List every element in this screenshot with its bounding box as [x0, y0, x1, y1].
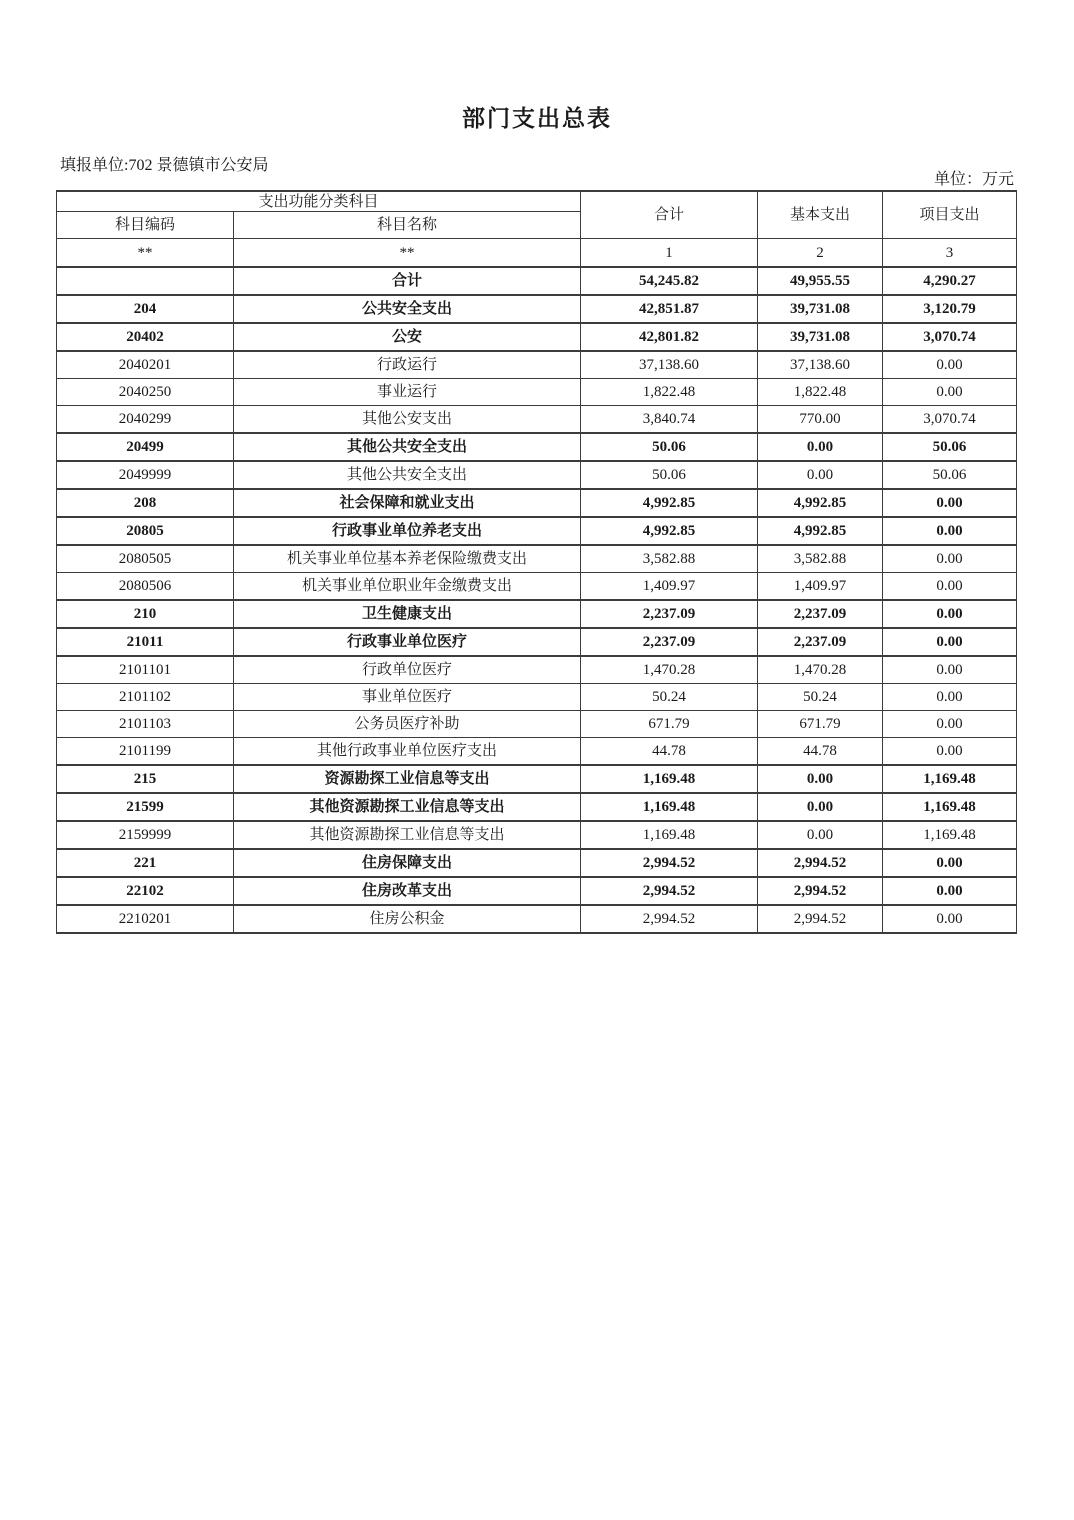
table-body [57, 191, 1017, 933]
cell-code: 22102 [57, 877, 234, 905]
cell-name: 其他公安支出 [234, 406, 581, 434]
cell-basic: 37,138.60 [758, 351, 883, 379]
cell-basic: 2,994.52 [758, 849, 883, 877]
cell-name: 合计 [234, 267, 581, 295]
cell-total: 1,169.48 [581, 821, 758, 849]
cell-basic: 2,237.09 [758, 600, 883, 628]
cell-name: 公共安全支出 [234, 295, 581, 323]
cell-code: 20805 [57, 517, 234, 545]
cell-code: 2049999 [57, 461, 234, 489]
cell-basic: 39,731.08 [758, 323, 883, 351]
cell-name: 其他资源勘探工业信息等支出 [234, 793, 581, 821]
table-row [57, 849, 1017, 877]
cell-project: 0.00 [883, 684, 1017, 711]
cell-name: 住房保障支出 [234, 849, 581, 877]
cell-project: 3,070.74 [883, 406, 1017, 434]
cell-basic: 0.00 [758, 433, 883, 461]
cell-basic: 49,955.55 [758, 267, 883, 295]
cell-code: 2040299 [57, 406, 234, 434]
expenditure-table [56, 190, 1017, 934]
cell-code: 2101101 [57, 656, 234, 684]
cell-name: 住房公积金 [234, 905, 581, 933]
cell-total: 50.06 [581, 461, 758, 489]
table-row [57, 573, 1017, 601]
table-row [57, 489, 1017, 517]
cell-total: 42,801.82 [581, 323, 758, 351]
cell-code: 20402 [57, 323, 234, 351]
table-row [57, 793, 1017, 821]
cell-project: 1,169.48 [883, 793, 1017, 821]
table-row [57, 323, 1017, 351]
cell-code: 2040250 [57, 379, 234, 406]
table-row [57, 765, 1017, 793]
cell-code: 21011 [57, 628, 234, 656]
cell-basic: 0.00 [758, 461, 883, 489]
cell-basic: 0.00 [758, 765, 883, 793]
cell-project: 0.00 [883, 711, 1017, 738]
cell-basic: 39,731.08 [758, 295, 883, 323]
cell-total: 4,992.85 [581, 489, 758, 517]
cell-code: 204 [57, 295, 234, 323]
cell-basic: 2,994.52 [758, 905, 883, 933]
index-cell-2: 2 [758, 239, 883, 268]
cell-name: 住房改革支出 [234, 877, 581, 905]
cell-basic: 1,470.28 [758, 656, 883, 684]
cell-code: 2040201 [57, 351, 234, 379]
cell-project: 0.00 [883, 628, 1017, 656]
cell-basic: 4,992.85 [758, 489, 883, 517]
cell-total: 2,994.52 [581, 877, 758, 905]
table-row [57, 545, 1017, 573]
cell-code: 208 [57, 489, 234, 517]
cell-project: 50.06 [883, 433, 1017, 461]
cell-name: 其他公共安全支出 [234, 461, 581, 489]
cell-name: 其他资源勘探工业信息等支出 [234, 821, 581, 849]
table-row [57, 684, 1017, 711]
cell-total: 1,169.48 [581, 765, 758, 793]
cell-basic: 1,409.97 [758, 573, 883, 601]
table-row [57, 905, 1017, 933]
cell-total: 2,237.09 [581, 600, 758, 628]
index-cell-3: 3 [883, 239, 1017, 268]
cell-total: 1,169.48 [581, 793, 758, 821]
page-title: 部门支出总表 [462, 106, 612, 131]
unit-label: 单位：万元 [933, 171, 1014, 188]
cell-basic: 1,822.48 [758, 379, 883, 406]
cell-project: 0.00 [883, 849, 1017, 877]
cell-name: 公安 [234, 323, 581, 351]
cell-total: 50.06 [581, 433, 758, 461]
cell-project: 0.00 [883, 351, 1017, 379]
cell-project: 0.00 [883, 656, 1017, 684]
index-cell-code: ** [57, 239, 234, 268]
cell-name: 机关事业单位基本养老保险缴费支出 [234, 545, 581, 573]
cell-project: 0.00 [883, 573, 1017, 601]
table-row [57, 379, 1017, 406]
cell-total: 42,851.87 [581, 295, 758, 323]
cell-project: 0.00 [883, 517, 1017, 545]
cell-basic: 50.24 [758, 684, 883, 711]
cell-project: 3,120.79 [883, 295, 1017, 323]
cell-project: 0.00 [883, 545, 1017, 573]
cell-code: 2080506 [57, 573, 234, 601]
cell-total: 2,994.52 [581, 849, 758, 877]
table-row [57, 600, 1017, 628]
cell-code: 210 [57, 600, 234, 628]
cell-project: 3,070.74 [883, 323, 1017, 351]
table-row [57, 433, 1017, 461]
cell-code: 2101102 [57, 684, 234, 711]
table-row [57, 461, 1017, 489]
cell-basic: 770.00 [758, 406, 883, 434]
cell-basic: 0.00 [758, 821, 883, 849]
cell-total: 4,992.85 [581, 517, 758, 545]
cell-project: 0.00 [883, 877, 1017, 905]
cell-name: 行政单位医疗 [234, 656, 581, 684]
header-project: 项目支出 [883, 191, 1017, 239]
cell-name: 其他公共安全支出 [234, 433, 581, 461]
cell-name: 行政事业单位医疗 [234, 628, 581, 656]
cell-basic: 44.78 [758, 738, 883, 766]
cell-name: 社会保障和就业支出 [234, 489, 581, 517]
cell-code: 21599 [57, 793, 234, 821]
cell-name: 事业运行 [234, 379, 581, 406]
reporting-unit-label: 填报单位:702 景德镇市公安局 [60, 157, 269, 174]
cell-project: 0.00 [883, 489, 1017, 517]
cell-name: 卫生健康支出 [234, 600, 581, 628]
cell-code: 221 [57, 849, 234, 877]
cell-total: 1,409.97 [581, 573, 758, 601]
cell-total: 671.79 [581, 711, 758, 738]
header-basic: 基本支出 [758, 191, 883, 239]
table-row [57, 711, 1017, 738]
cell-code: 215 [57, 765, 234, 793]
header-total: 合计 [581, 191, 758, 239]
cell-project: 1,169.48 [883, 821, 1017, 849]
cell-basic: 2,994.52 [758, 877, 883, 905]
cell-code [57, 267, 234, 295]
cell-total: 50.24 [581, 684, 758, 711]
cell-project: 50.06 [883, 461, 1017, 489]
cell-name: 行政事业单位养老支出 [234, 517, 581, 545]
cell-total: 1,822.48 [581, 379, 758, 406]
table-row [57, 406, 1017, 434]
table-row [57, 656, 1017, 684]
cell-code: 2210201 [57, 905, 234, 933]
cell-name: 事业单位医疗 [234, 684, 581, 711]
cell-project: 4,290.27 [883, 267, 1017, 295]
cell-project: 1,169.48 [883, 765, 1017, 793]
cell-project: 0.00 [883, 738, 1017, 766]
cell-name: 资源勘探工业信息等支出 [234, 765, 581, 793]
cell-name: 其他行政事业单位医疗支出 [234, 738, 581, 766]
index-cell-name: ** [234, 239, 581, 268]
table-row [57, 517, 1017, 545]
cell-name: 行政运行 [234, 351, 581, 379]
cell-total: 1,470.28 [581, 656, 758, 684]
cell-code: 2159999 [57, 821, 234, 849]
header-row-index [57, 239, 1017, 268]
header-code: 科目编码 [57, 212, 234, 239]
table-row [57, 821, 1017, 849]
table-row [57, 628, 1017, 656]
cell-basic: 4,992.85 [758, 517, 883, 545]
cell-total: 37,138.60 [581, 351, 758, 379]
meta-row [58, 148, 1016, 190]
cell-total: 2,237.09 [581, 628, 758, 656]
cell-name: 机关事业单位职业年金缴费支出 [234, 573, 581, 601]
cell-project: 0.00 [883, 600, 1017, 628]
cell-total: 44.78 [581, 738, 758, 766]
table-row [57, 267, 1017, 295]
cell-total: 2,994.52 [581, 905, 758, 933]
header-function-classification: 支出功能分类科目 [57, 191, 581, 212]
cell-code: 2080505 [57, 545, 234, 573]
cell-project: 0.00 [883, 905, 1017, 933]
table-row [57, 351, 1017, 379]
header-row-group [57, 191, 1017, 212]
header-name: 科目名称 [234, 212, 581, 239]
table-row [57, 877, 1017, 905]
cell-basic: 2,237.09 [758, 628, 883, 656]
cell-code: 20499 [57, 433, 234, 461]
cell-total: 3,840.74 [581, 406, 758, 434]
index-cell-1: 1 [581, 239, 758, 268]
cell-basic: 671.79 [758, 711, 883, 738]
cell-basic: 0.00 [758, 793, 883, 821]
cell-name: 公务员医疗补助 [234, 711, 581, 738]
cell-code: 2101103 [57, 711, 234, 738]
cell-basic: 3,582.88 [758, 545, 883, 573]
table-row [57, 738, 1017, 766]
cell-total: 3,582.88 [581, 545, 758, 573]
cell-project: 0.00 [883, 379, 1017, 406]
cell-code: 2101199 [57, 738, 234, 766]
table-row [57, 295, 1017, 323]
cell-total: 54,245.82 [581, 267, 758, 295]
